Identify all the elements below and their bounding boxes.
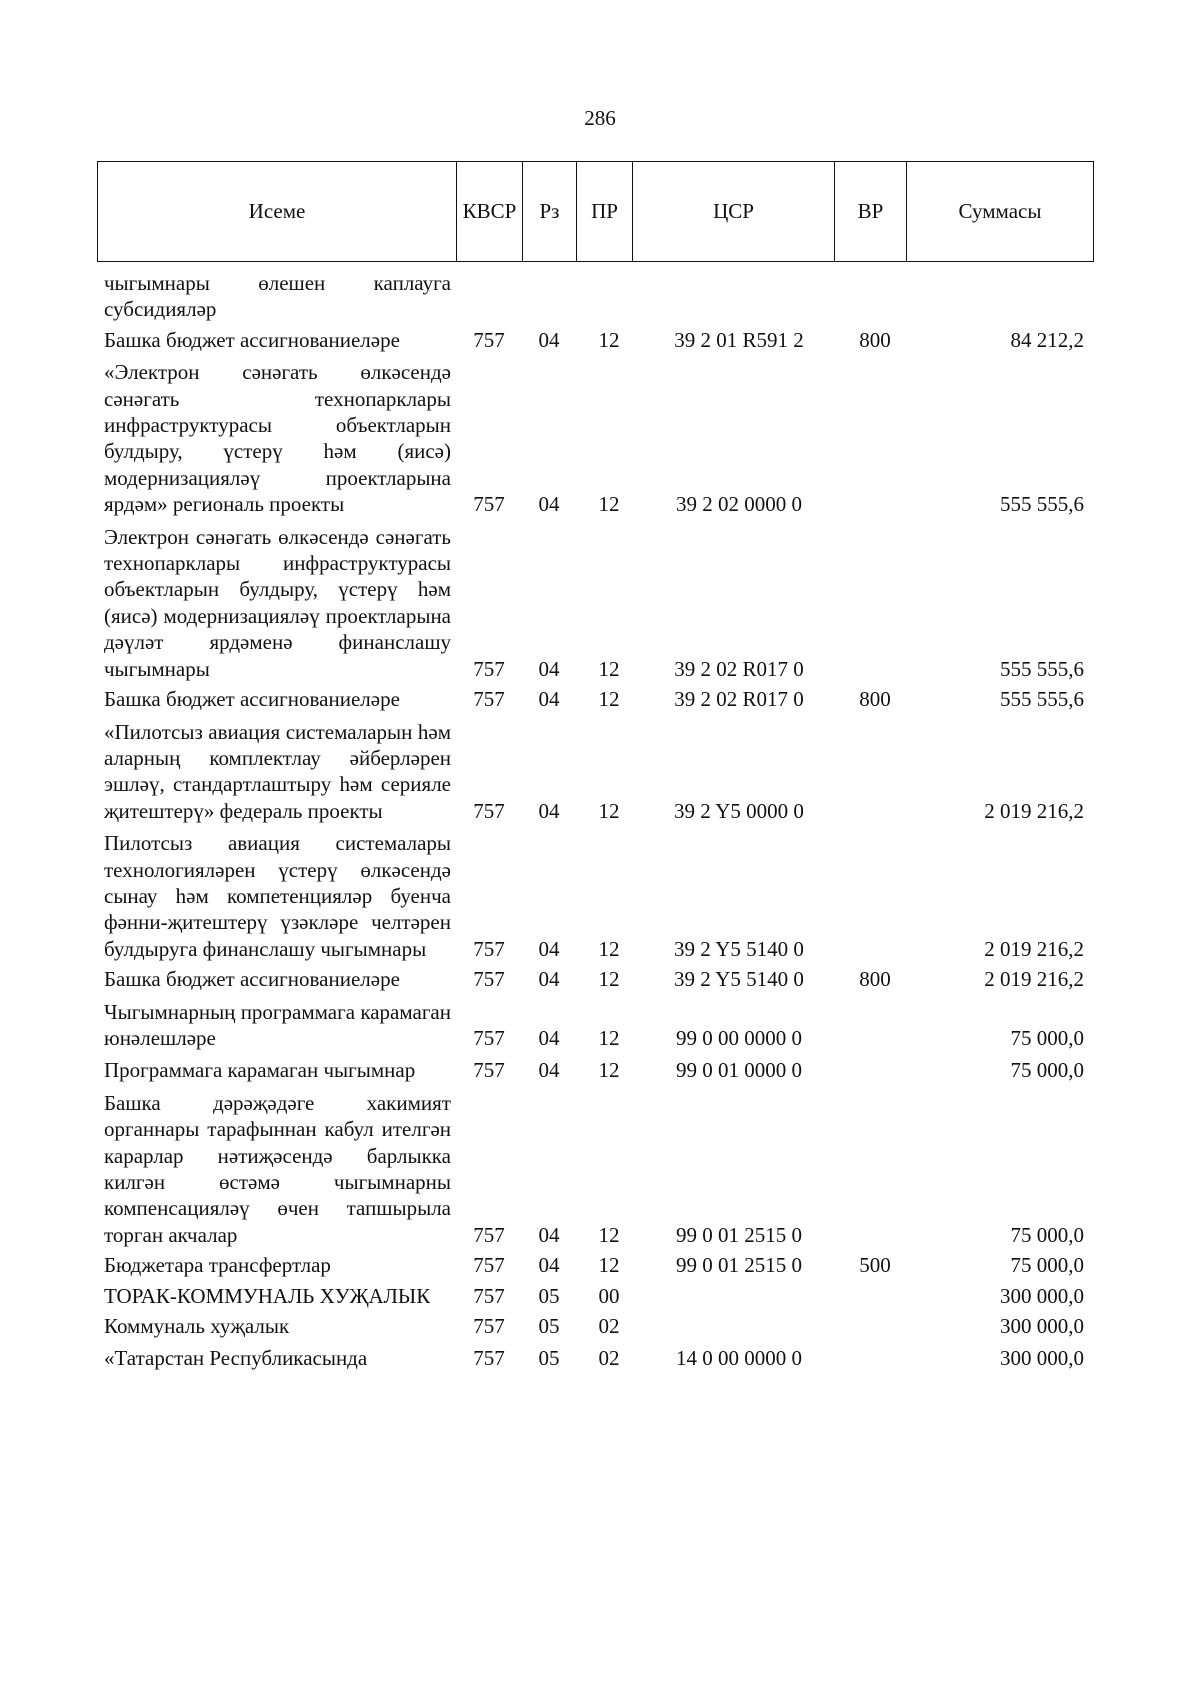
row-name: Электрон сәнәгать өлкәсендә сәнәгать технопарклары инфраструктурасы объектларын булдыру, үстерү һәм (яисә) модернизацияләү проектларына дәүләт ярдәменә финанслашу чыгымнары [104,524,451,681]
header-csr: ЦСР [632,162,834,261]
table-row [97,270,1094,323]
row-rz: 05 [538,1346,560,1371]
row-sum: 75 000,0 [1010,1025,1084,1050]
row-name: «Электрон сәнәгать өлкәсендә сәнәгать технопарклары инфраструктурасы объектларын булдыру, үстерү һәм (яисә) модернизацияләү проектларына ярдәм» региональ проекты [104,360,451,517]
row-sum: 2 019 216,2 [984,967,1084,992]
row-kvsr: 757 [473,1058,505,1083]
row-name: «Татарстан Республикасында [104,1346,368,1371]
row-vr: 800 [859,687,891,712]
row-name: Башка дәрәҗәдәге хакимият органнары тарафыннан кабул ителгән карарлар нәтиҗәсендә барлыкка килгән өстәмә чыгымнарны компенсацияләү өчен тапшырыла торган акчалар [104,1090,451,1247]
table-row [97,999,1094,1052]
row-kvsr: 757 [473,327,505,352]
row-name: ТОРАК-КОММУНАЛЬ ХУҖАЛЫК [104,1283,431,1308]
row-sum: 300 000,0 [1000,1346,1084,1371]
row-pr: 00 [598,1283,620,1308]
row-csr: 39 2 Y5 5140 0 [674,967,804,992]
row-csr: 39 2 02 0000 0 [676,492,802,517]
row-sum: 300 000,0 [1000,1283,1084,1308]
table-row [97,719,1094,825]
row-sum: 75 000,0 [1010,1253,1084,1278]
row-kvsr: 757 [473,492,505,517]
row-rz: 05 [538,1314,560,1339]
row-rz: 04 [538,327,560,352]
row-rz: 04 [538,1025,560,1050]
table-row [97,1252,1094,1278]
row-pr: 12 [598,1222,620,1247]
table-body [97,266,1094,1372]
row-csr: 99 0 01 0000 0 [676,1058,802,1083]
row-name: Чыгымнарның программага карамаган юнәлешләре [104,999,451,1050]
page-number: 286 [584,106,616,130]
row-pr: 12 [598,1025,620,1050]
table-row [97,359,1094,517]
row-kvsr: 757 [473,936,505,961]
row-pr: 12 [598,1253,620,1278]
table-row [97,1090,1094,1248]
row-rz: 04 [538,936,560,961]
row-pr: 12 [598,798,620,823]
row-sum: 2 019 216,2 [984,936,1084,961]
table-row [97,1283,1094,1309]
row-name: «Пилотсыз авиация системаларын һәм аларның комплектлау әйберләрен эшләү, стандартлаштыру һәм серияле җитештерү» федераль проекты [104,719,451,823]
row-csr: 39 2 Y5 5140 0 [674,936,804,961]
table-header [97,161,1094,262]
row-sum: 75 000,0 [1010,1058,1084,1083]
row-kvsr: 757 [473,1253,505,1278]
row-vr: 500 [859,1253,891,1278]
header-kvsr: КВСР [456,162,522,261]
row-rz: 04 [538,798,560,823]
row-sum: 84 212,2 [1010,327,1084,352]
row-csr: 99 0 00 0000 0 [676,1025,802,1050]
row-pr: 12 [598,327,620,352]
row-csr: 39 2 02 R017 0 [674,656,804,681]
row-rz: 04 [538,1058,560,1083]
row-kvsr: 757 [473,1346,505,1371]
table-row [97,830,1094,962]
row-csr: 39 2 01 R591 2 [674,327,804,352]
row-rz: 04 [538,1222,560,1247]
row-kvsr: 757 [473,1283,505,1308]
header-vr: ВР [834,162,906,261]
row-rz: 05 [538,1283,560,1308]
header-sum: Суммасы [906,162,1093,261]
row-vr: 800 [859,967,891,992]
row-name: Коммуналь хуҗалык [104,1314,290,1339]
row-name: Программага карамаган чыгымнар [104,1058,416,1083]
row-csr: 39 2 02 R017 0 [674,687,804,712]
row-csr: 99 0 01 2515 0 [676,1253,802,1278]
row-pr: 12 [598,1058,620,1083]
row-pr: 12 [598,656,620,681]
row-sum: 2 019 216,2 [984,798,1084,823]
row-pr: 12 [598,936,620,961]
row-pr: 02 [598,1346,620,1371]
row-rz: 04 [538,492,560,517]
row-pr: 02 [598,1314,620,1339]
table-row [97,1313,1094,1339]
row-kvsr: 757 [473,967,505,992]
row-kvsr: 757 [473,687,505,712]
row-sum: 75 000,0 [1010,1222,1084,1247]
row-name: Бюджетара трансфертлар [104,1253,331,1278]
table-row [97,1057,1094,1083]
row-vr: 800 [859,327,891,352]
row-csr: 14 0 00 0000 0 [676,1346,802,1371]
table-row [97,524,1094,682]
row-sum: 555 555,6 [1000,687,1084,712]
row-pr: 12 [598,967,620,992]
header-name: Исеме [248,199,306,223]
row-name: Башка бюджет ассигнованиеләре [104,967,400,992]
row-kvsr: 757 [473,656,505,681]
header-rz: Рз [522,162,576,261]
row-csr: 99 0 01 2515 0 [676,1222,802,1247]
row-rz: 04 [538,687,560,712]
row-kvsr: 757 [473,1314,505,1339]
row-sum: 555 555,6 [1000,492,1084,517]
row-pr: 12 [598,492,620,517]
row-kvsr: 757 [473,798,505,823]
row-sum: 300 000,0 [1000,1314,1084,1339]
row-rz: 04 [538,967,560,992]
row-csr: 39 2 Y5 0000 0 [674,798,804,823]
row-name: Башка бюджет ассигнованиеләре [104,327,400,352]
row-kvsr: 757 [473,1222,505,1247]
table-row [97,966,1094,992]
table-row [97,686,1094,712]
row-sum: 555 555,6 [1000,656,1084,681]
table-row [97,1345,1094,1371]
row-name: Пилотсыз авиация системалары технологияләрен үстерү өлкәсендә сынау һәм компетенцияләр буенча фәнни-җитештерү үзәкләре челтәрен булдыруга финанслашу чыгымнары [104,831,451,961]
row-rz: 04 [538,656,560,681]
row-name: Башка бюджет ассигнованиеләре [104,687,400,712]
row-rz: 04 [538,1253,560,1278]
row-pr: 12 [598,687,620,712]
row-name: чыгымнары өлешен каплауга субсидияләр [104,271,451,322]
row-kvsr: 757 [473,1025,505,1050]
table-row [97,327,1094,353]
header-pr: ПР [576,162,632,261]
